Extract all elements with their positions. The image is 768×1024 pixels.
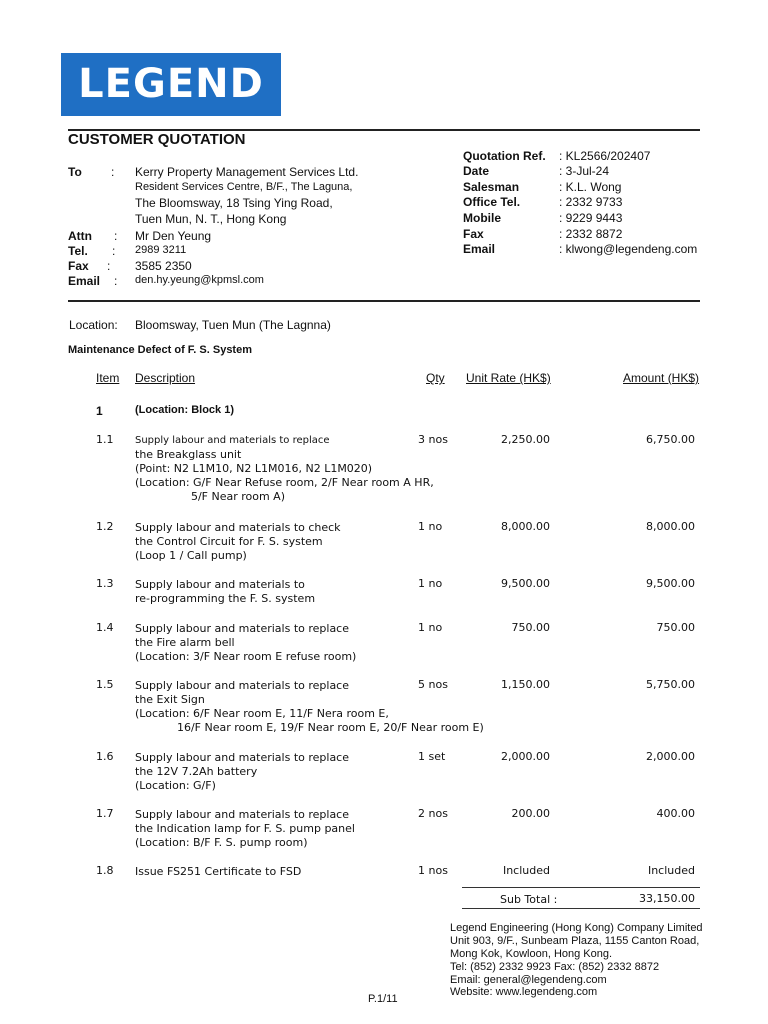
row-description-line: the 12V 7.2Ah battery xyxy=(135,765,258,778)
to-label: To xyxy=(68,165,82,179)
footer-address-2: Mong Kok, Kowloon, Hong Kong. xyxy=(450,948,613,960)
row-description-line: the Fire alarm bell xyxy=(135,636,235,649)
office-tel-label: Office Tel. xyxy=(463,195,521,209)
row-description-line: re-programming the F. S. system xyxy=(135,592,316,605)
col-header-unit-rate: Unit Rate (HK$) xyxy=(466,371,551,385)
quote-fax-label: Fax xyxy=(463,227,484,241)
row-unit-rate: 750.00 xyxy=(511,621,550,634)
footer-company: Legend Engineering (Hong Kong) Company Limited xyxy=(450,922,703,934)
email-value: den.hy.yeung@kpmsl.com xyxy=(135,274,264,286)
col-header-description: Description xyxy=(135,371,196,385)
quote-fax-value: : 2332 8872 xyxy=(559,227,623,241)
row-qty: 1 set xyxy=(418,750,446,763)
tel-colon: : xyxy=(112,244,116,258)
row-description-line: the Control Circuit for F. S. system xyxy=(135,535,323,548)
row-description-line: Supply labour and materials to replace xyxy=(135,622,349,635)
quotation-ref-label: Quotation Ref. xyxy=(463,149,546,163)
col-header-amount: Amount (HK$) xyxy=(623,371,700,385)
footer-phone: Tel: (852) 2332 9923 Fax: (852) 2332 8872 xyxy=(450,961,660,973)
fax-label: Fax xyxy=(68,259,89,273)
fax-value: 3585 2350 xyxy=(135,259,192,273)
row-amount: 400.00 xyxy=(656,807,695,820)
date-label: Date xyxy=(463,164,490,178)
subtotal-value: 33,150.00 xyxy=(639,892,695,905)
quote-email-value: : klwong@legendeng.com xyxy=(559,242,698,256)
office-tel-value: : 2332 9733 xyxy=(559,195,623,209)
header-divider xyxy=(68,300,700,302)
tel-label: Tel. xyxy=(68,244,88,258)
subtotal-rule-bottom xyxy=(462,908,700,909)
tel-value: 2989 3211 xyxy=(135,244,187,256)
row-qty: 1 no xyxy=(418,577,443,590)
subtotal-rule xyxy=(462,887,700,888)
row-amount: 8,000.00 xyxy=(646,520,695,533)
row-qty: 2 nos xyxy=(418,807,448,820)
col-header-qty: Qty xyxy=(426,371,445,385)
row-description-line: Supply labour and materials to replace xyxy=(135,435,330,446)
row-description-line: (Loop 1 / Call pump) xyxy=(135,549,247,562)
table-row-item: 1.7 xyxy=(96,807,114,820)
quotation-ref-value: : KL2566/202407 xyxy=(559,149,651,163)
to-line-3: The Bloomsway, 18 Tsing Ying Road, xyxy=(135,196,333,210)
row-qty: 1 nos xyxy=(418,864,448,877)
salesman-value: : K.L. Wong xyxy=(559,180,622,194)
col-header-item: Item xyxy=(96,371,120,385)
mobile-value: : 9229 9443 xyxy=(559,211,623,225)
mobile-label: Mobile xyxy=(463,211,501,225)
table-row-item: 1.1 xyxy=(96,433,114,446)
to-line-2: Resident Services Centre, B/F., The Laguna, xyxy=(135,181,353,193)
row-amount: 6,750.00 xyxy=(646,433,695,446)
row-unit-rate: 9,500.00 xyxy=(501,577,550,590)
row-unit-rate: 200.00 xyxy=(511,807,550,820)
location-value: Bloomsway, Tuen Mun (The Lagnna) xyxy=(135,318,331,332)
row-description-line: 16/F Near room E, 19/F Near room E, 20/F Near room E) xyxy=(135,721,484,734)
row-qty: 1 no xyxy=(418,520,443,533)
footer-email: Email: general@legendeng.com xyxy=(450,974,607,986)
row-description-line: the Indication lamp for F. S. pump panel xyxy=(135,822,355,835)
footer-address-1: Unit 903, 9/F., Sunbeam Plaza, 1155 Canton Road, xyxy=(450,935,700,947)
footer-website: Website: www.legendeng.com xyxy=(450,986,598,998)
row-unit-rate: 2,000.00 xyxy=(501,750,550,763)
page-number: P.1/11 xyxy=(368,993,398,1005)
row-description-line: Supply labour and materials to replace xyxy=(135,679,349,692)
row-description-line: (Location: 3/F Near room E refuse room) xyxy=(135,650,357,663)
row-description-line: (Location: 6/F Near room E, 11/F Nera room E, xyxy=(135,707,389,720)
row-description-line: (Location: B/F F. S. pump room) xyxy=(135,836,308,849)
row-amount: 2,000.00 xyxy=(646,750,695,763)
row-unit-rate: Included xyxy=(502,864,550,877)
row-unit-rate: 1,150.00 xyxy=(501,678,550,691)
row-description-line: (Point: N2 L1M10, N2 L1M016, N2 L1M020) xyxy=(135,462,373,475)
subtotal-label: Sub Total : xyxy=(500,893,558,906)
attn-label: Attn xyxy=(68,229,92,243)
row-description-line: (Location: G/F) xyxy=(135,779,216,792)
email-colon: : xyxy=(114,274,118,288)
row-amount: 9,500.00 xyxy=(646,577,695,590)
table-row-item: 1.5 xyxy=(96,678,114,691)
table-row-item: 1.8 xyxy=(96,864,114,877)
row-description-line: (Location: G/F Near Refuse room, 2/F Near room A HR, xyxy=(135,476,434,489)
location-label: Location: xyxy=(69,318,118,332)
row-amount: 750.00 xyxy=(656,621,695,634)
row-description-line: Supply labour and materials to replace xyxy=(135,808,349,821)
row-amount: 5,750.00 xyxy=(646,678,695,691)
to-line-4: Tuen Mun, N. T., Hong Kong xyxy=(135,212,287,226)
row-qty: 5 nos xyxy=(418,678,448,691)
group-number: 1 xyxy=(96,404,103,418)
fax-colon: : xyxy=(107,259,111,273)
row-description-line: Supply labour and materials to check xyxy=(135,521,341,534)
to-colon: : xyxy=(111,165,115,179)
document-title: CUSTOMER QUOTATION xyxy=(68,131,246,148)
to-line-1: Kerry Property Management Services Ltd. xyxy=(135,165,359,179)
row-unit-rate: 8,000.00 xyxy=(501,520,550,533)
attn-colon: : xyxy=(114,229,118,243)
row-description-line: Supply labour and materials to replace xyxy=(135,751,349,764)
row-description-line: 5/F Near room A) xyxy=(135,490,285,503)
row-description-line: the Breakglass unit xyxy=(135,448,242,461)
row-unit-rate: 2,250.00 xyxy=(501,433,550,446)
row-description-line: the Exit Sign xyxy=(135,693,205,706)
row-description-line: Supply labour and materials to xyxy=(135,578,305,591)
row-qty: 3 nos xyxy=(418,433,448,446)
row-description-line: Issue FS251 Certificate to FSD xyxy=(135,865,302,878)
group-title: (Location: Block 1) xyxy=(135,404,235,416)
company-logo: LEGEND xyxy=(61,53,281,116)
row-amount: Included xyxy=(647,864,695,877)
table-row-item: 1.3 xyxy=(96,577,114,590)
salesman-label: Salesman xyxy=(463,180,520,194)
section-title: Maintenance Defect of F. S. System xyxy=(68,344,252,356)
date-value: : 3-Jul-24 xyxy=(559,164,610,178)
top-divider xyxy=(68,129,700,131)
table-row-item: 1.4 xyxy=(96,621,114,634)
row-qty: 1 no xyxy=(418,621,443,634)
quote-email-label: Email xyxy=(463,242,496,256)
table-row-item: 1.6 xyxy=(96,750,114,763)
table-row-item: 1.2 xyxy=(96,520,114,533)
email-label: Email xyxy=(68,274,101,288)
attn-value: Mr Den Yeung xyxy=(135,229,212,243)
